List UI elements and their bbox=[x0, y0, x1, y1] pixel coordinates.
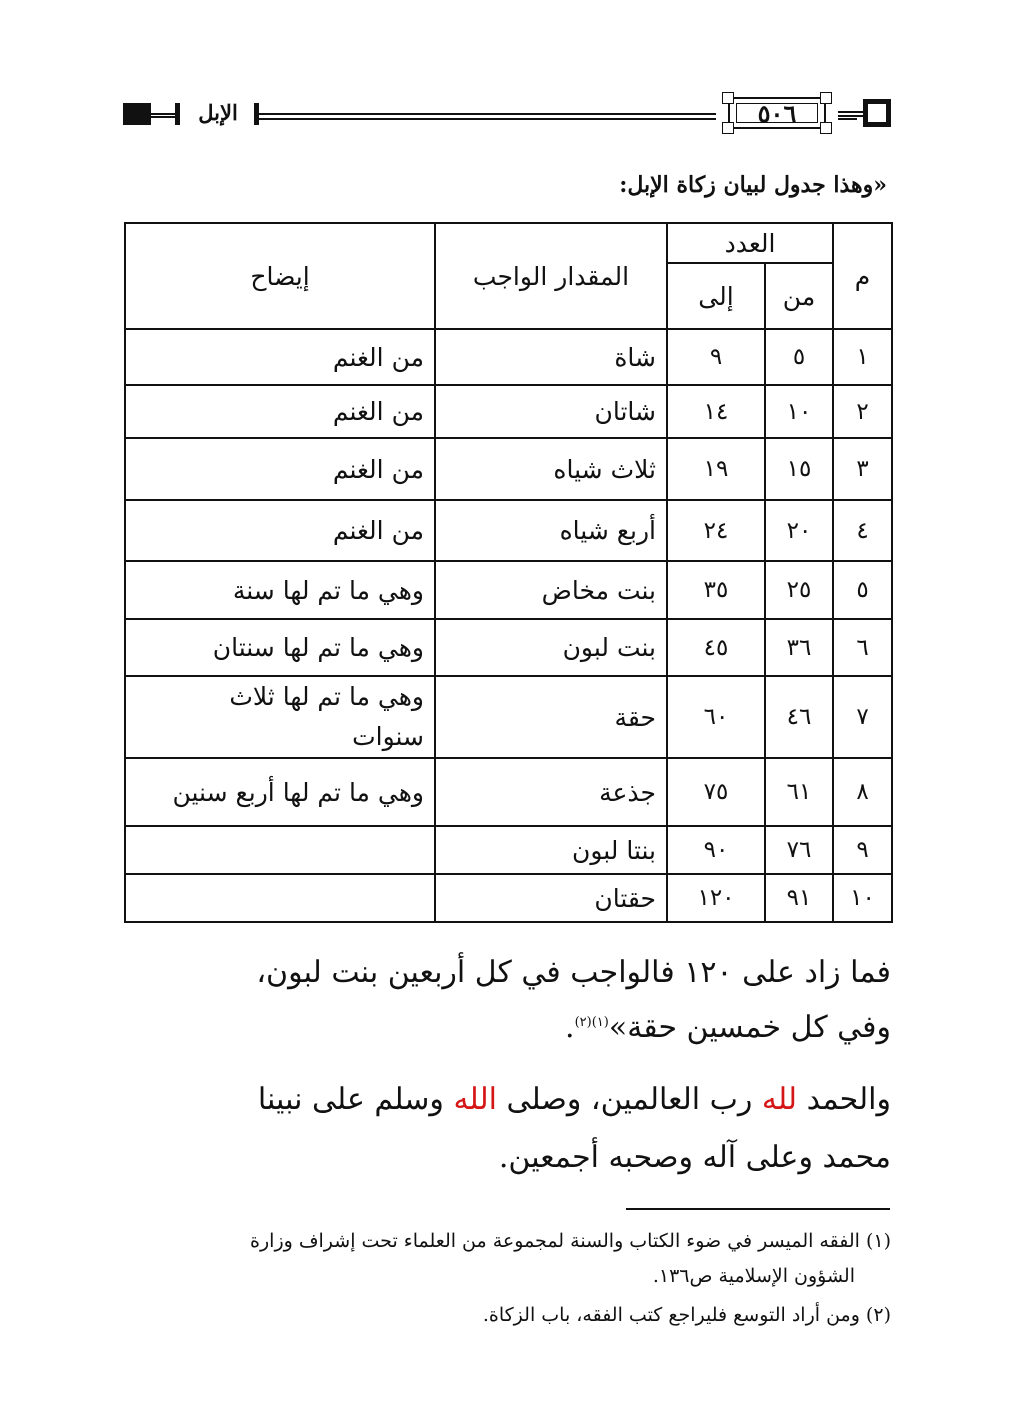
page-number-frame bbox=[716, 92, 838, 134]
cell-index: ٩ bbox=[833, 826, 892, 874]
cell-to: ١٩ bbox=[667, 438, 765, 500]
cell-amount: بنتا لبون bbox=[435, 826, 667, 874]
cell-from: ٢٠ bbox=[765, 500, 833, 561]
cell-amount: حقتان bbox=[435, 874, 667, 922]
cell-note: من الغنم bbox=[125, 329, 435, 385]
footnote-2: (٢) ومن أراد التوسع فليراجع كتب الفقه، باب الزكاة. bbox=[482, 1304, 891, 1326]
cell-note: وهي ما تم لها سنة bbox=[125, 561, 435, 619]
cell-amount: شاة bbox=[435, 329, 667, 385]
cell-amount: شاتان bbox=[435, 385, 667, 438]
cell-amount: بنت لبون bbox=[435, 619, 667, 676]
paragraph-text: وسلم على نبينا bbox=[257, 1082, 454, 1117]
footnote-1-continued: الشؤون الإسلامية ص١٣٦. bbox=[652, 1265, 855, 1287]
highlighted-word: لله bbox=[761, 1082, 798, 1117]
table-header-row bbox=[125, 223, 892, 263]
table-row bbox=[125, 619, 892, 676]
cell-amount: ثلاث شياه bbox=[435, 438, 667, 500]
cell-index: ٨ bbox=[833, 758, 892, 826]
page-number: ٥٠٦ bbox=[757, 99, 797, 128]
cell-note: من الغنم bbox=[125, 385, 435, 438]
cell-amount: حقة bbox=[435, 676, 667, 758]
cell-note: وهي ما تم لها أربع سنين bbox=[125, 758, 435, 826]
cell-index: ٣ bbox=[833, 438, 892, 500]
cell-from: ٦١ bbox=[765, 758, 833, 826]
cell-note bbox=[125, 826, 435, 874]
paragraph-line bbox=[124, 1010, 891, 1045]
cell-note: وهي ما تم لها سنتان bbox=[125, 619, 435, 676]
cell-amount: بنت مخاض bbox=[435, 561, 667, 619]
header-from: من bbox=[765, 263, 833, 329]
cell-amount: جذعة bbox=[435, 758, 667, 826]
cell-from: ٤٦ bbox=[765, 676, 833, 758]
cell-index: ٢ bbox=[833, 385, 892, 438]
cell-from: ٢٥ bbox=[765, 561, 833, 619]
cell-to: ٣٥ bbox=[667, 561, 765, 619]
cell-index: ١٠ bbox=[833, 874, 892, 922]
cell-to: ١٤ bbox=[667, 385, 765, 438]
table-row bbox=[125, 874, 892, 922]
paragraph-end: . bbox=[565, 1010, 575, 1045]
header-square-ornament bbox=[863, 99, 891, 127]
footnote-separator bbox=[626, 1208, 890, 1210]
cell-from: ١٥ bbox=[765, 438, 833, 500]
table-row bbox=[125, 561, 892, 619]
header-divider-bar bbox=[254, 103, 259, 125]
table-row bbox=[125, 676, 892, 758]
cell-index: ٦ bbox=[833, 619, 892, 676]
cell-from: ٧٦ bbox=[765, 826, 833, 874]
header-ornament-stub bbox=[838, 111, 866, 117]
cell-note bbox=[125, 676, 435, 758]
header-divider-bar bbox=[175, 103, 180, 125]
cell-to: ١٢٠ bbox=[667, 874, 765, 922]
footnote-1: (١) الفقه الميسر في ضوء الكتاب والسنة لمجموعة من العلماء تحت إشراف وزارة bbox=[250, 1230, 891, 1252]
cell-to: ٦٠ bbox=[667, 676, 765, 758]
header-amount: المقدار الواجب bbox=[435, 223, 667, 329]
cell-from: ١٠ bbox=[765, 385, 833, 438]
cell-index: ١ bbox=[833, 329, 892, 385]
footnote-refs: (١)(٢) bbox=[574, 1015, 609, 1030]
cell-amount: أربع شياه bbox=[435, 500, 667, 561]
highlighted-word: الله bbox=[453, 1082, 497, 1117]
header-index: م bbox=[833, 223, 892, 329]
paragraph-text: وفي كل خمسين حقة» bbox=[608, 1010, 891, 1045]
cell-to: ٩٠ bbox=[667, 826, 765, 874]
table-row bbox=[125, 758, 892, 826]
zakat-camels-table bbox=[124, 222, 893, 923]
cell-note-line: سنوات bbox=[352, 722, 424, 751]
table-row bbox=[125, 329, 892, 385]
cell-index: ٥ bbox=[833, 561, 892, 619]
running-title: الإبل bbox=[198, 100, 238, 125]
paragraph-text: رب العالمين، وصلى bbox=[496, 1082, 762, 1117]
table-row bbox=[125, 438, 892, 500]
cell-from: ٥ bbox=[765, 329, 833, 385]
header-left-connector bbox=[151, 113, 175, 118]
header-left-block bbox=[123, 103, 151, 125]
cell-index: ٧ bbox=[833, 676, 892, 758]
paragraph-line: فما زاد على ١٢٠ فالواجب في كل أربعين بنت لبون، bbox=[256, 955, 891, 990]
cell-to: ٩ bbox=[667, 329, 765, 385]
cell-note: من الغنم bbox=[125, 500, 435, 561]
table-row bbox=[125, 500, 892, 561]
table-row bbox=[125, 385, 892, 438]
cell-to: ٢٤ bbox=[667, 500, 765, 561]
header-to: إلى bbox=[667, 263, 765, 329]
cell-note-line: وهي ما تم لها ثلاث bbox=[229, 682, 424, 711]
paragraph-line bbox=[124, 1082, 891, 1117]
header-count: العدد bbox=[667, 223, 833, 263]
table-intro: «وهذا جدول لبيان زكاة الإبل: bbox=[619, 172, 887, 198]
cell-to: ٤٥ bbox=[667, 619, 765, 676]
cell-index: ٤ bbox=[833, 500, 892, 561]
cell-to: ٧٥ bbox=[667, 758, 765, 826]
cell-from: ٣٦ bbox=[765, 619, 833, 676]
cell-note bbox=[125, 874, 435, 922]
cell-note: من الغنم bbox=[125, 438, 435, 500]
table-row bbox=[125, 826, 892, 874]
header-note: إيضاح bbox=[125, 223, 435, 329]
cell-from: ٩١ bbox=[765, 874, 833, 922]
paragraph-line: محمد وعلى آله وصحبه أجمعين. bbox=[498, 1140, 891, 1175]
paragraph-text: والحمد bbox=[797, 1082, 891, 1117]
